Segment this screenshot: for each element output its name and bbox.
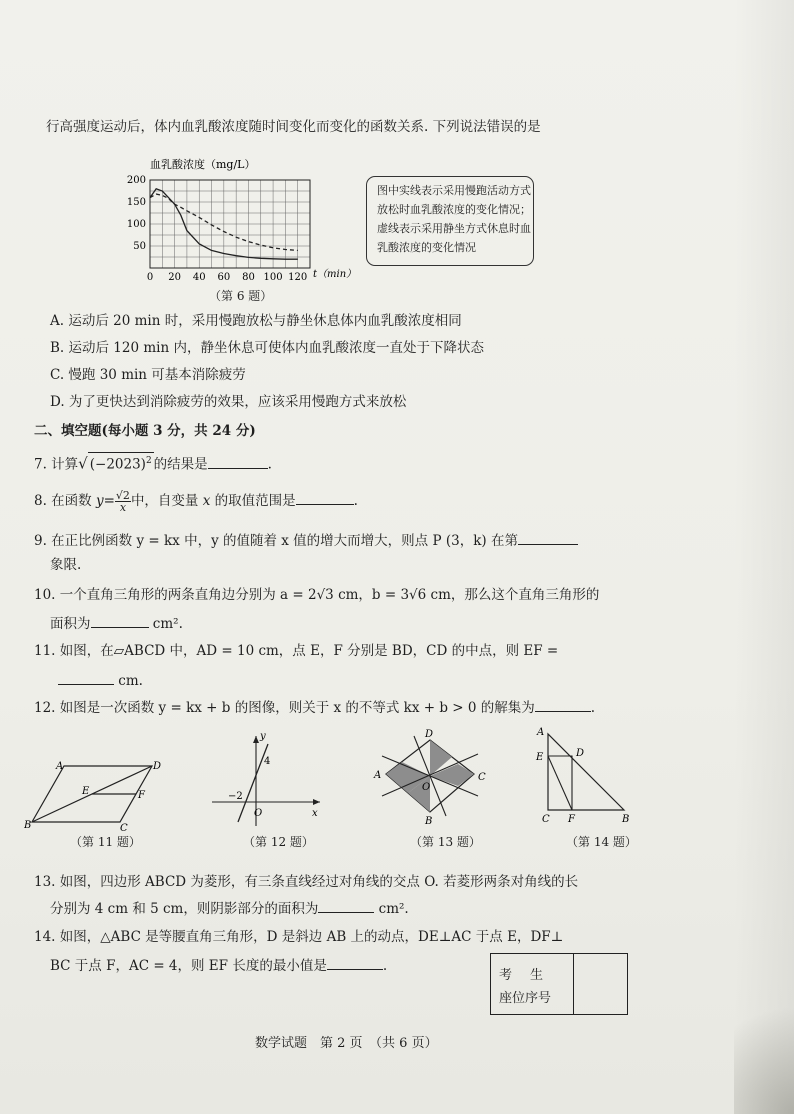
- q14-line2: [50, 955, 387, 975]
- q13-line2: [50, 898, 409, 918]
- q10-answer-blank: [91, 613, 149, 628]
- f13-label-o: O: [422, 782, 431, 793]
- fig12-caption: （第 12 题）: [243, 835, 314, 849]
- f14-label-b: B: [622, 814, 630, 825]
- f11-label-f: F: [138, 790, 145, 801]
- f11-label-d: D: [153, 761, 162, 772]
- q6-option-c: C. 慢跑 30 min 可基本消除疲劳: [50, 367, 246, 383]
- q13-answer-blank: [318, 898, 374, 913]
- f11-label-a: A: [56, 761, 64, 772]
- q7: 7. 计算√ $(-2023)^2$ 的结果是 .: [34, 452, 272, 474]
- x-tick-label: 120: [288, 272, 308, 283]
- q6-note-box: 图中实线表示采用慢跑活动方式放松时血乳酸浓度的变化情况；虚线表示采用静坐方式休息时血乳酸浓度的变化情况: [366, 176, 534, 266]
- figure-11: [24, 752, 174, 832]
- q8-x: x: [202, 493, 211, 509]
- q8-eq: =: [103, 493, 115, 509]
- x-tick-label: 20: [168, 272, 181, 283]
- q8-post2: 的取值范围是: [210, 493, 296, 509]
- f11-label-c: C: [120, 823, 128, 832]
- y-tick-label: 150: [126, 197, 146, 208]
- q10-line2: [50, 613, 183, 633]
- q12-text: 12. 如图是一次函数 y = kx + b 的图像，则关于 x 的不等式 kx + b > 0 的解集为: [34, 700, 535, 716]
- f14-label-d: D: [576, 748, 585, 759]
- seat-box-divider: [573, 954, 574, 1014]
- q8-y: y: [95, 493, 104, 509]
- q7-end: .: [267, 456, 272, 473]
- q8-answer-blank: [296, 490, 354, 505]
- q8-post: 中，自变量: [130, 493, 203, 509]
- x-tick-label: 60: [217, 272, 231, 283]
- f11-label-e: E: [82, 786, 90, 797]
- q8: [34, 490, 358, 513]
- figure-12: [208, 730, 326, 830]
- q10-unit: cm².: [152, 616, 183, 632]
- q10-line1: 10. 一个直角三角形的两条直角边分别为 a = 2√3 cm，b = 3√6 cm，那么这个直角三角形的: [34, 587, 600, 603]
- f12-root-label: −2: [228, 791, 243, 802]
- seat-number-box: [490, 953, 628, 1015]
- f14-label-a: A: [537, 727, 545, 738]
- q9-line2: 象限.: [50, 557, 82, 573]
- q11-line1: 11. 如图，在▱ABCD 中，AD = 10 cm，点 E，F 分别是 BD，CD 的中点，则 EF =: [34, 643, 559, 659]
- f14-label-e: E: [536, 752, 544, 763]
- q8-fraction: [115, 490, 131, 513]
- q6-intro: 行高强度运动后，体内血乳酸浓度随时间变化而变化的函数关系. 下列说法错误的是: [46, 119, 541, 135]
- q10-text: 面积为: [50, 616, 91, 632]
- q8-numerator: √2: [115, 489, 130, 502]
- x-tick-label: 100: [263, 272, 283, 283]
- x-tick-label: 0: [146, 272, 154, 283]
- q14-end: .: [382, 958, 388, 974]
- f14-label-c: C: [542, 814, 550, 825]
- q14-text: BC 于点 F，AC = 4，则 EF 长度的最小值是: [50, 958, 327, 974]
- f13-label-c: C: [478, 772, 486, 783]
- q11-line2: [58, 670, 143, 690]
- q7-answer-blank: [208, 454, 268, 469]
- q13-line1: 13. 如图，四边形 ABCD 为菱形，有三条直线经过对角线的交点 O. 若菱形两条对角线的长: [34, 874, 579, 890]
- q13-text: 分别为 4 cm 和 5 cm，则阴影部分的面积为: [50, 901, 319, 917]
- f12-y-label: y: [260, 731, 266, 742]
- seat-label-seat-number: 座位序号: [499, 991, 552, 1006]
- q8-pre: 8. 在函数: [34, 493, 96, 509]
- q6-caption: （第 6 题）: [209, 289, 273, 303]
- q11-unit: cm.: [118, 673, 143, 689]
- figure-13: [372, 728, 494, 828]
- q8-end: .: [353, 493, 358, 509]
- q12-end: .: [590, 700, 596, 716]
- y-tick-label: 100: [126, 219, 146, 230]
- f13-label-b: B: [425, 816, 433, 827]
- y-tick-label: 200: [126, 175, 146, 186]
- fig13-caption: （第 13 题）: [410, 835, 481, 849]
- q7-radicand-wrap: [88, 452, 154, 473]
- q14-answer-blank: [327, 955, 383, 970]
- f13-label-d: D: [425, 729, 434, 740]
- y-tick-label: 50: [133, 241, 146, 252]
- q9-text: 9. 在正比例函数 y = kx 中，y 的值随着 x 值的增大而增大，则点 P (3，k) 在第: [34, 533, 518, 549]
- f11-label-b: B: [24, 820, 32, 831]
- page-shadow: [734, 0, 794, 1114]
- chart-x-label: t（min）: [313, 269, 357, 280]
- q14-line1: 14. 如图，△ABC 是等腰直角三角形，D 是斜边 AB 上的动点，DE⊥AC 于点 E，DF⊥: [34, 929, 564, 945]
- figure-14: [530, 724, 634, 828]
- seat-label-examinee: 考生: [499, 968, 562, 983]
- x-tick-label: 40: [192, 272, 206, 283]
- q7-post: 的结果是: [153, 456, 208, 473]
- x-tick-label: 80: [242, 272, 255, 283]
- q12-answer-blank: [535, 697, 591, 712]
- q11-answer-blank: [58, 670, 114, 685]
- q6-option-b: B. 运动后 120 min 内，静坐休息可使体内血乳酸浓度一直处于下降状态: [50, 340, 484, 356]
- q7-radicand: (−2023): [89, 456, 146, 473]
- page-corner-shadow: [734, 974, 794, 1114]
- q6-option-d: D. 为了更快达到消除疲劳的效果，应该采用慢跑方式来放松: [50, 394, 407, 410]
- q9-answer-blank: [518, 530, 578, 545]
- f14-label-f: F: [568, 814, 575, 825]
- section-2-title: 二、填空题(每小题 3 分，共 24 分): [34, 423, 256, 439]
- q13-unit: cm².: [378, 901, 409, 917]
- f12-intercept-label: 4: [264, 756, 271, 767]
- f13-label-a: A: [374, 770, 382, 781]
- f12-origin-label: O: [254, 808, 263, 819]
- q7-pre: 7. 计算: [34, 456, 79, 473]
- q12: [34, 697, 595, 717]
- chart-y-label: 血乳酸浓度（mg/L）: [150, 158, 256, 171]
- fig14-caption: （第 14 题）: [566, 835, 637, 849]
- fig11-caption: （第 11 题）: [70, 835, 141, 849]
- q7-exponent: 2: [145, 456, 152, 466]
- q8-denominator: x: [119, 501, 127, 514]
- q6-option-a: A. 运动后 20 min 时，采用慢跑放松与静坐休息体内血乳酸浓度相同: [50, 313, 462, 329]
- q9-line1: [34, 530, 578, 550]
- q6-chart: [118, 152, 358, 287]
- page-footer: 数学试题 第 2 页 （共 6 页）: [255, 1036, 438, 1051]
- f12-x-label: x: [312, 808, 318, 819]
